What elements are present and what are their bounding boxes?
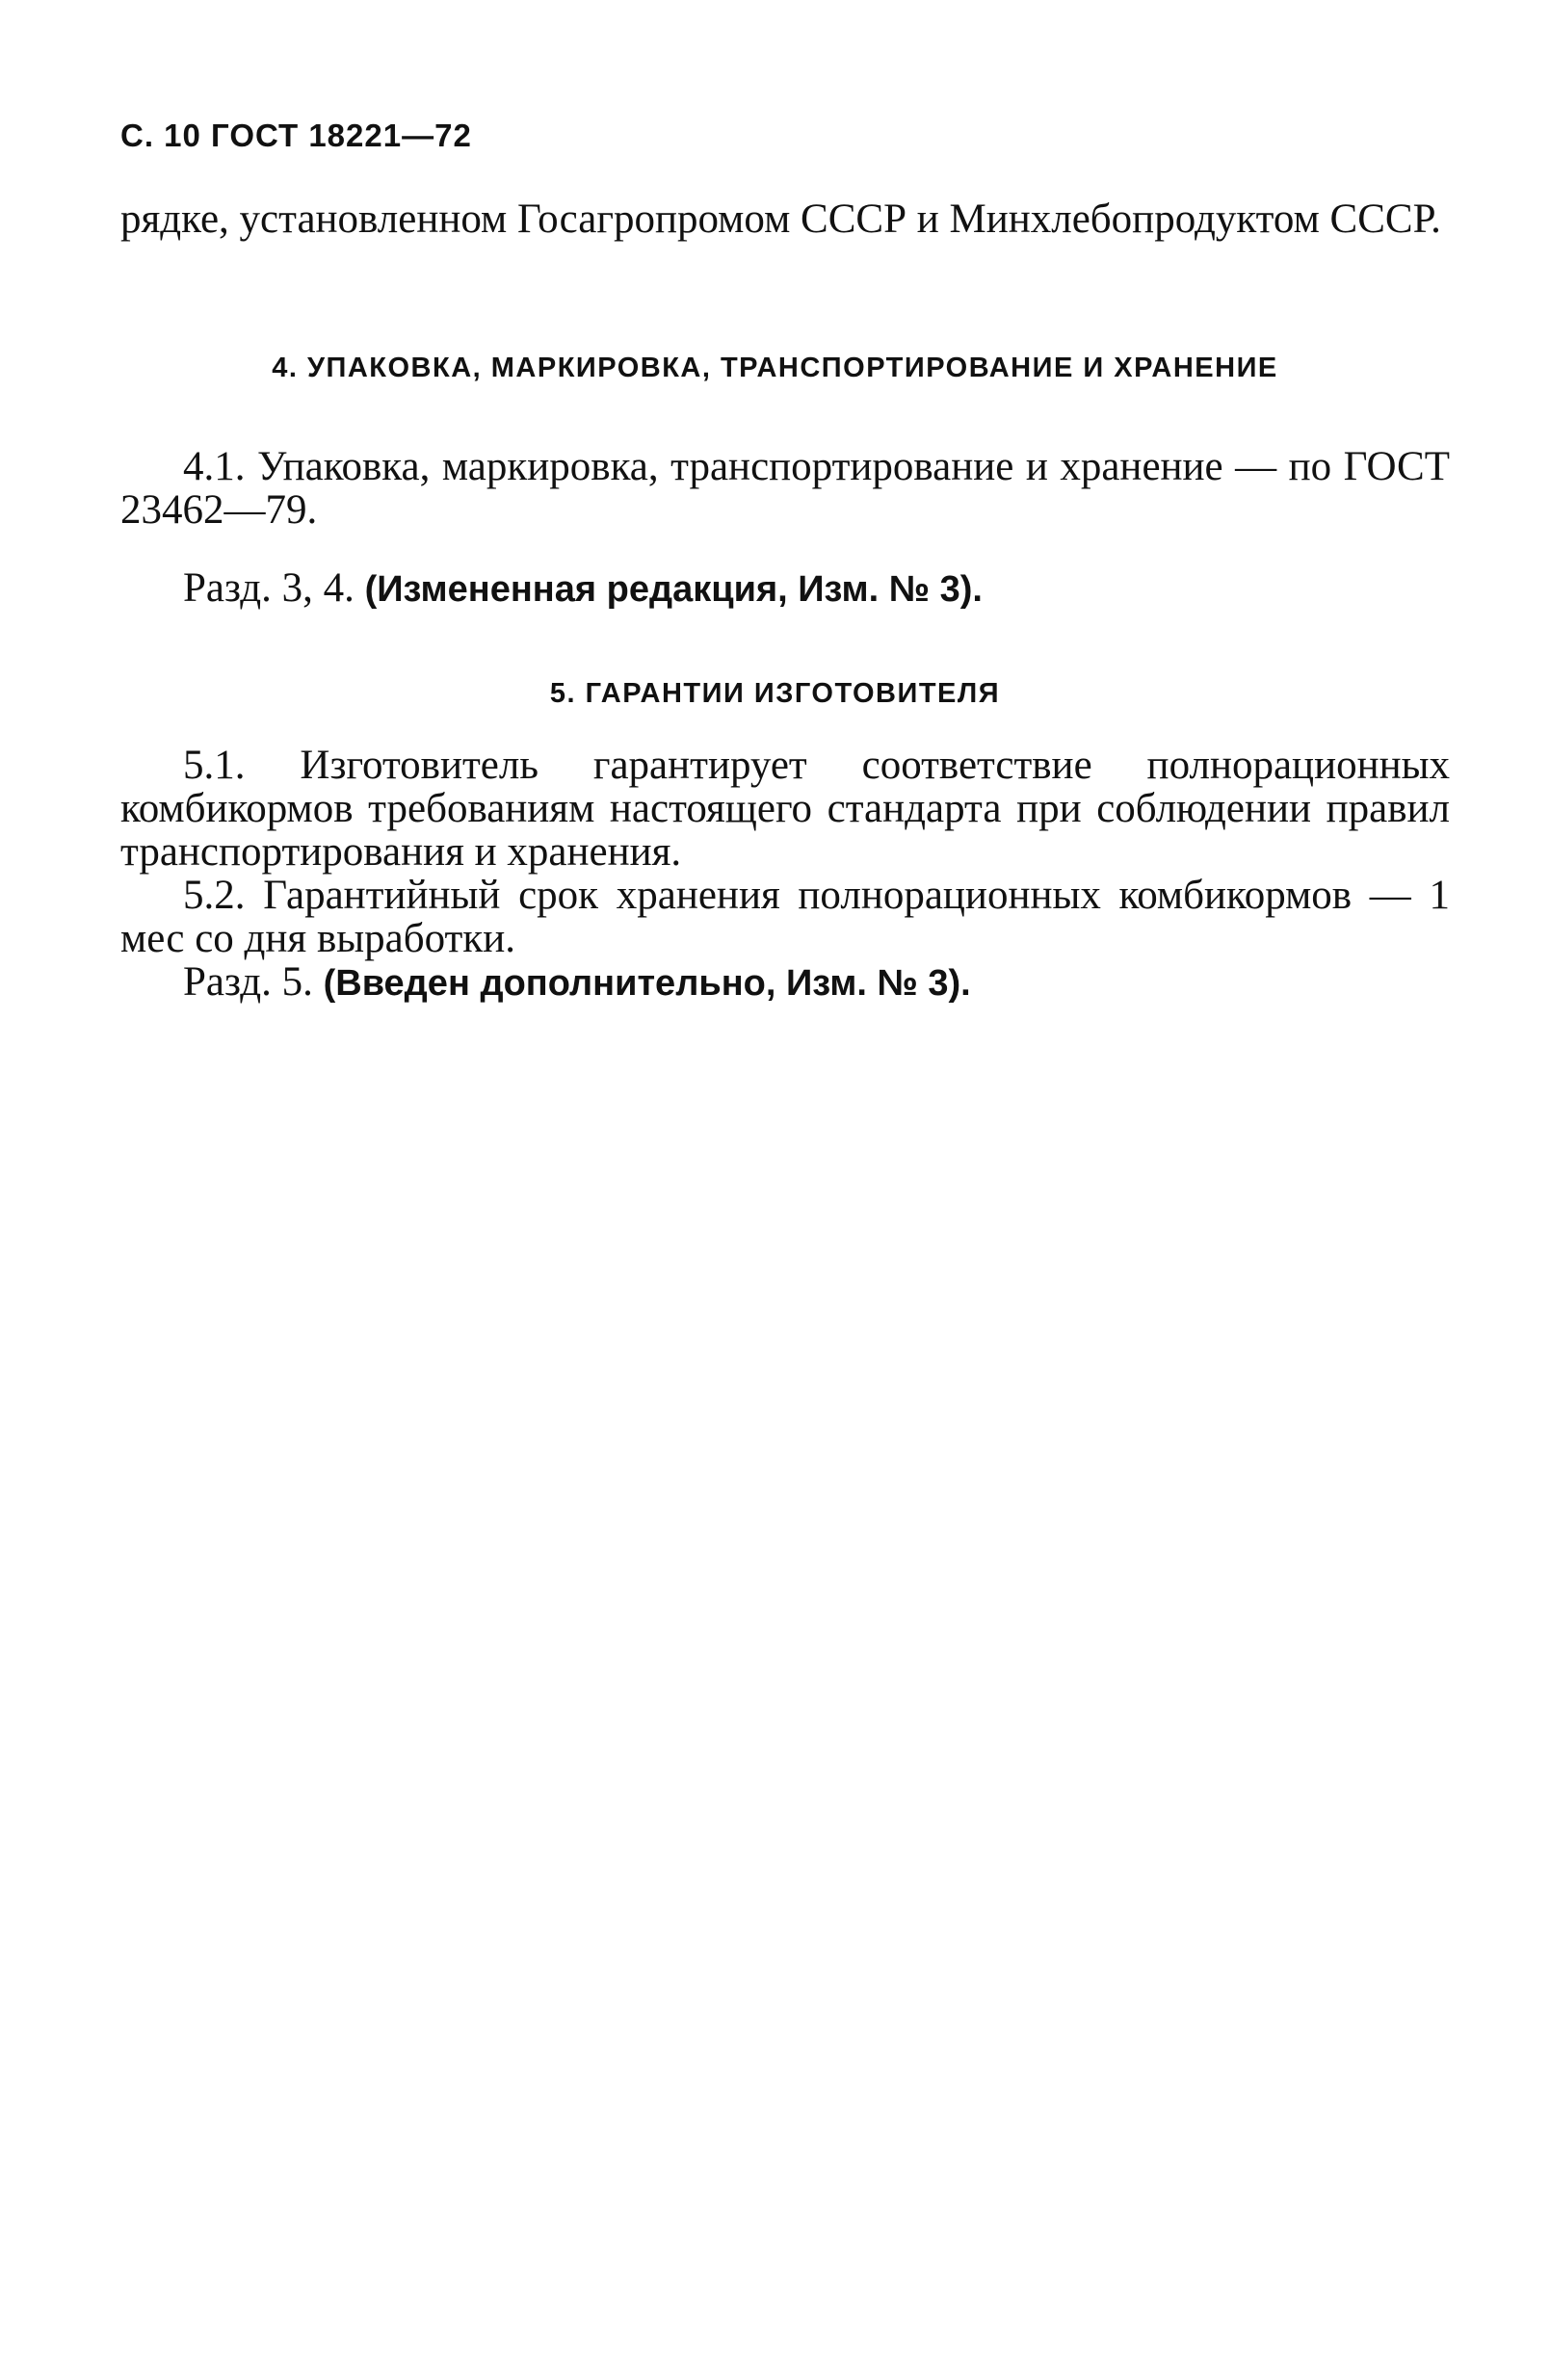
amendment-note [120, 566, 1450, 612]
section-5-heading: 5. ГАРАНТИИ ИЗГОТОВИТЕЛЯ [549, 678, 1001, 709]
section-4-heading: 4. УПАКОВКА, МАРКИРОВКА, ТРАНСПОРТИРОВАНИЕ И ХРАНЕНИЕ [272, 353, 1278, 383]
section-4-body [120, 445, 1450, 532]
note-bold: (Измененная редакция, Изм. № 3). [364, 569, 983, 610]
paragraph-5-1: 5.1. Изготовитель гарантирует соответствие полнорационных комбикормов требованиям настоящего стандарта при соблюдении правил транспортирования и хранения. [120, 743, 1450, 875]
continuation-text: рядке, установленном Госагропромом СССР и Минхлебопродуктом СССР. [120, 196, 1441, 242]
section-5-body [120, 744, 1450, 1006]
section-4-amendment-note [120, 566, 1450, 612]
paragraph-4-1: 4.1. Упаковка, маркировка, транспортирование и хранение — по ГОСТ 23462—79. [120, 444, 1450, 533]
page-header: С. 10 ГОСТ 18221—72 [120, 118, 472, 153]
amendment-note [120, 960, 1450, 1006]
note-prefix: Разд. 5. [183, 959, 313, 1005]
paragraph-5-2: 5.2. Гарантийный срок хранения полнорационных комбикормов — 1 мес со дня выработки. [120, 873, 1450, 961]
continuation-paragraph [120, 197, 1450, 241]
note-prefix: Разд. 3, 4. [183, 565, 355, 611]
note-bold: (Введен дополнительно, Изм. № 3). [323, 963, 971, 1004]
